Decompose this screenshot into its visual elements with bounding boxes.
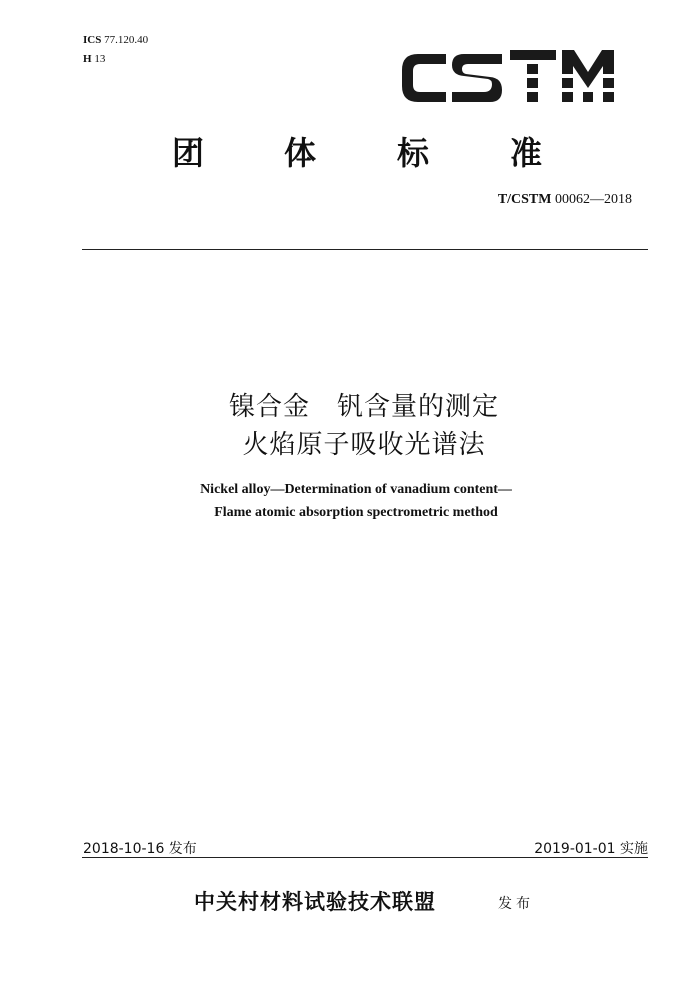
logo-letter-m-left-seg1 <box>562 78 573 88</box>
publisher-name: 中关村材料试验技术联盟 <box>194 889 436 914</box>
ccs-code <box>83 53 105 65</box>
standard-type-char-3: 标 <box>397 134 430 172</box>
standard-type-char-1: 团 <box>172 134 205 172</box>
logo-letter-m-left-seg2 <box>562 92 573 102</box>
title-en-line1: Nickel alloy—Determination of vanadium content— <box>200 482 512 497</box>
logo-letter-t-bar <box>510 50 556 60</box>
ccs-value: 13 <box>94 53 106 65</box>
standard-type-char-2: 体 <box>284 134 317 172</box>
logo-letter-m-mid-seg <box>583 92 593 102</box>
issue-date: 2018-10-16 发布 <box>83 841 197 857</box>
publish-label: 发布 <box>498 896 534 912</box>
logo-letter-m-right-seg2 <box>603 92 614 102</box>
title-zh-line2: 火焰原子吸收光谱法 <box>242 430 486 460</box>
logo-letter-s <box>452 54 502 102</box>
standard-prefix: T/CSTM <box>497 192 552 207</box>
ccs-label: H <box>83 53 92 65</box>
logo-letter-c <box>402 54 446 102</box>
logo-letter-m-right-seg1 <box>603 78 614 88</box>
cstm-logo <box>398 46 616 110</box>
standard-type-char-4: 准 <box>510 134 543 172</box>
title-en-line2: Flame atomic absorption spectrometric method <box>214 505 498 520</box>
logo-letter-t-seg1 <box>527 64 538 74</box>
standard-code: 00062—2018 <box>555 192 632 207</box>
header-divider <box>82 249 648 250</box>
title-zh-line1: 镍合金 钒含量的测定 <box>228 392 499 422</box>
footer-divider <box>82 857 648 858</box>
standard-number <box>498 192 632 208</box>
implement-date: 2019-01-01 实施 <box>534 841 648 857</box>
logo-letter-t-seg3 <box>527 92 538 102</box>
ics-value: 77.120.40 <box>104 34 149 46</box>
ics-label: ICS <box>83 34 102 46</box>
ics-code <box>83 34 148 46</box>
logo-letter-t-seg2 <box>527 78 538 88</box>
